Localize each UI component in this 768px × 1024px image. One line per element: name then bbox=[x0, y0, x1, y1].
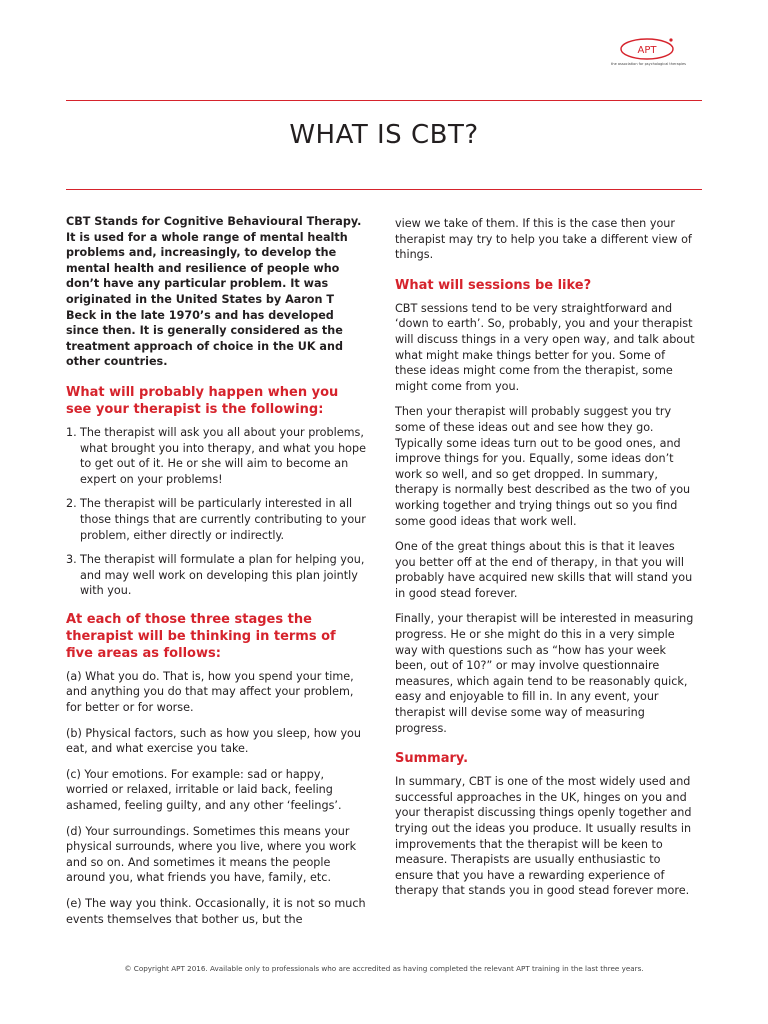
steps-list bbox=[66, 425, 366, 599]
continuation-paragraph: view we take of them. If this is the case then your therapist may try to help you take a different view of things. bbox=[395, 217, 692, 262]
logo-text: APT bbox=[637, 45, 657, 56]
heading-summary: Summary. bbox=[395, 751, 469, 767]
right-column bbox=[395, 216, 695, 909]
logo-tagline: the association for psychological therapies bbox=[611, 62, 686, 66]
apt-logo bbox=[617, 36, 677, 72]
sessions-paragraph: Then your therapist will probably suggest you try some of these ideas out and see how they go. Typically some ideas turn out to be good ones, and improve things for you. Equally, some ideas don’t work so well, and so get dropped. In summary, therapy is normally best described as the two of you working together and trying things out so you find some good ideas that work well. bbox=[395, 405, 691, 528]
sessions-paragraph: CBT sessions tend to be very straightforward and ‘down to earth’. So, probably, you and your therapist will discuss things in a very open way, and talk about what might make things better for you. Some of these ideas might come from the therapist, some might come from you. bbox=[395, 301, 695, 393]
title-rule bbox=[66, 189, 702, 190]
heading-five-areas: At each of those three stages the therapist will be thinking in terms of five areas as follows: bbox=[66, 611, 336, 661]
list-number: 2. bbox=[66, 497, 77, 511]
area-paragraph: (b) Physical factors, such as how you sleep, how you eat, and what exercise you take. bbox=[66, 726, 361, 756]
summary-paragraph: In summary, CBT is one of the most widely used and successful approaches in the UK, hinges on you and your therapist discussing things openly together and trying out the ideas you produce. It usually results in improvements that the therapist will be keen to measure. Therapists are usually enthusiastic to ensure that you have a rewarding experience of therapy that stands you in good stead forever more. bbox=[395, 775, 692, 898]
heading-what-will-happen: What will probably happen when you see your therapist is the following: bbox=[66, 384, 339, 417]
sessions-paragraph: One of the great things about this is that it leaves you better off at the end of therapy, in that you will probably have acquired new skills that will stand you in good stead forever. bbox=[395, 540, 693, 600]
top-rule bbox=[66, 100, 702, 101]
copyright-footer: © Copyright APT 2016. Available only to professionals who are accredited as having completed the relevant APT training in the last three years. bbox=[124, 964, 644, 973]
list-item bbox=[66, 496, 366, 543]
list-text: The therapist will ask you all about your problems, what brought you into therapy, and what you hope to get out of it. He or she will aim to become an expert on your problems! bbox=[80, 425, 366, 486]
list-text: The therapist will formulate a plan for helping you, and may well work on developing this plan jointly with you. bbox=[80, 553, 365, 598]
sessions-paragraph: Finally, your therapist will be interested in measuring progress. He or she might do this in a very simple way with questions such as “how has your week been, out of 10?” or may involve questionnaire measures, which again tend to be reasonably quick, easy and enjoyable to fill in. In any event, your therapist will devise some way of measuring progress. bbox=[395, 612, 694, 735]
intro-paragraph: CBT Stands for Cognitive Behavioural Therapy. It is used for a whole range of mental health problems and, increasingly, to develop the mental health and resilience of people who don’t have any particular problem. It was originated in the United States by Aaron T Beck in the late 1970’s and has developed since then. It is generally considered as the treatment approach of choice in the UK and other countries. bbox=[66, 215, 362, 369]
list-number: 1. bbox=[66, 425, 77, 439]
area-paragraph: (a) What you do. That is, how you spend your time, and anything you do that may affect your problem, for better or for worse. bbox=[66, 669, 354, 715]
list-item bbox=[66, 552, 366, 599]
left-column bbox=[66, 214, 366, 937]
page-title: WHAT IS CBT? bbox=[289, 120, 479, 150]
list-item bbox=[66, 425, 366, 487]
area-paragraph: (d) Your surroundings. Sometimes this means your physical surrounds, where you live, where you work and so on. And sometimes it means the people around you, what friends you have, family, etc. bbox=[66, 824, 357, 885]
area-paragraph: (c) Your emotions. For example: sad or happy, worried or relaxed, irritable or laid back, feeling ashamed, feeling guilty, and any other ‘feelings’. bbox=[66, 767, 342, 813]
list-number: 3. bbox=[66, 553, 77, 567]
area-paragraph: (e) The way you think. Occasionally, it is not so much events themselves that bother us, but the bbox=[66, 897, 366, 926]
list-text: The therapist will be particularly interested in all those things that are currently contributing to your problem, either directly or indirectly. bbox=[80, 497, 366, 542]
heading-sessions: What will sessions be like? bbox=[395, 277, 592, 293]
